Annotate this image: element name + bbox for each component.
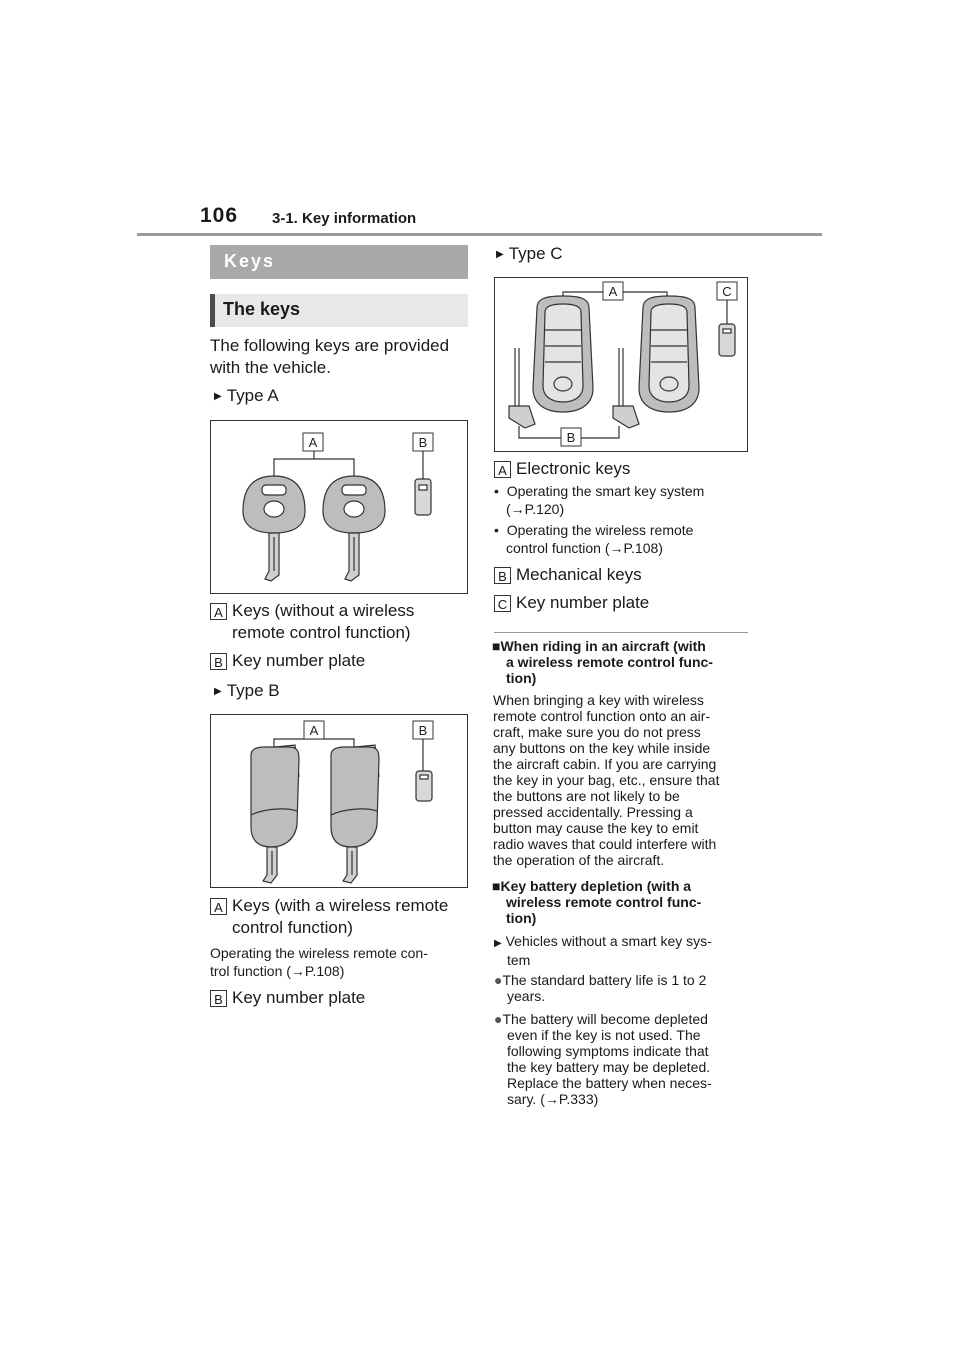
smart-key-2-illustration xyxy=(613,296,699,428)
type-a-item-b: B Key number plate xyxy=(210,650,470,672)
type-c-item-a: A Electronic keys xyxy=(494,458,754,480)
notes-divider xyxy=(494,632,748,633)
smart-key-1-illustration xyxy=(509,296,593,428)
figure-b-label: B xyxy=(566,430,576,445)
remote-key-2-illustration xyxy=(331,745,379,883)
type-a-figure xyxy=(210,420,468,594)
aircraft-heading: ■When riding in an aircraft (with a wireless remote control func- tion) xyxy=(492,638,713,686)
section-title: 3-1. Key information xyxy=(272,210,417,227)
key-number-plate-illustration xyxy=(415,479,431,515)
type-b-note-line-1: Operating the wireless remote con- xyxy=(210,945,428,961)
leader-line-a xyxy=(274,459,354,479)
figure-b-label: B xyxy=(418,723,428,738)
letter-box: C xyxy=(494,595,511,612)
page-number: 106 xyxy=(200,204,239,227)
intro-line-1: The following keys are provided xyxy=(210,336,450,355)
letter-box: A xyxy=(494,461,511,478)
type-c-figure xyxy=(494,277,748,452)
letter-box: B xyxy=(210,653,227,670)
type-a-label: ▶ Type A xyxy=(214,385,279,410)
battery-heading: ■Key battery depletion (with a wireless remote control func- tion) xyxy=(492,878,702,926)
letter-box: B xyxy=(494,567,511,584)
bullet-wireless-ref: control function (→P.108) xyxy=(506,540,663,556)
bullet-wireless: • Operating the wireless remote xyxy=(494,522,694,538)
figure-b-label: B xyxy=(418,435,428,450)
type-b-note-line-2: trol function (→P.108) xyxy=(210,963,345,979)
type-a-illustration xyxy=(211,421,469,595)
figure-a-label: A xyxy=(309,723,319,738)
type-c-item-c: C Key number plate xyxy=(494,592,754,614)
bullet-smart-key-ref: (→P.120) xyxy=(506,501,565,517)
bullet-smart-key: • Operating the smart key system xyxy=(494,483,705,499)
type-c-illustration xyxy=(495,278,749,453)
type-c-item-b: B Mechanical keys xyxy=(494,564,754,586)
letter-box: B xyxy=(210,990,227,1007)
type-b-figure xyxy=(210,714,468,888)
type-c-label: ▶ Type C xyxy=(496,243,563,268)
figure-a-label: A xyxy=(608,284,618,299)
type-b-item-b: B Key number plate xyxy=(210,987,470,1009)
type-b-label: ▶ Type B xyxy=(214,680,280,705)
aircraft-body: When bringing a key with wireless remote control function onto an air- craft, make sure you do not press any buttons on the key while inside the aircraft cabin. If you are carrying the key in your bag, etc., ensure that the buttons are not likely to be pressed accidentally. Pressing a button may cause the key to emit radio waves that could interfere with the operation of the aircraft. xyxy=(493,692,720,868)
the-keys-heading-band xyxy=(210,294,468,327)
battery-subtype: ▶ Vehicles without a smart key sys- tem xyxy=(494,933,712,968)
type-b-illustration xyxy=(211,715,469,889)
key-2-illustration xyxy=(323,476,385,581)
battery-bullet-2: ●The battery will become depleted even if the key is not used. The following symptoms indicate that the key battery may be depleted. Replace the battery when neces- sary. (→P.333) xyxy=(494,1011,712,1107)
keys-heading: Keys xyxy=(224,251,276,271)
letter-box: A xyxy=(210,603,227,620)
letter-box: A xyxy=(210,898,227,915)
battery-bullet-1: ●The standard battery life is 1 to 2 years. xyxy=(494,972,707,1004)
type-b-item-a: A Keys (with a wireless remote control function) xyxy=(210,895,470,939)
key-1-illustration xyxy=(243,476,305,581)
figure-c-label: C xyxy=(722,284,732,299)
keys-heading-band xyxy=(210,245,468,279)
header-rule xyxy=(137,233,822,236)
remote-key-1-illustration xyxy=(251,745,299,883)
figure-a-label: A xyxy=(308,435,318,450)
type-a-item-a: A Keys (without a wireless remote control function) xyxy=(210,600,470,644)
the-keys-heading: The keys xyxy=(223,299,301,319)
intro-line-2: with the vehicle. xyxy=(210,358,331,377)
